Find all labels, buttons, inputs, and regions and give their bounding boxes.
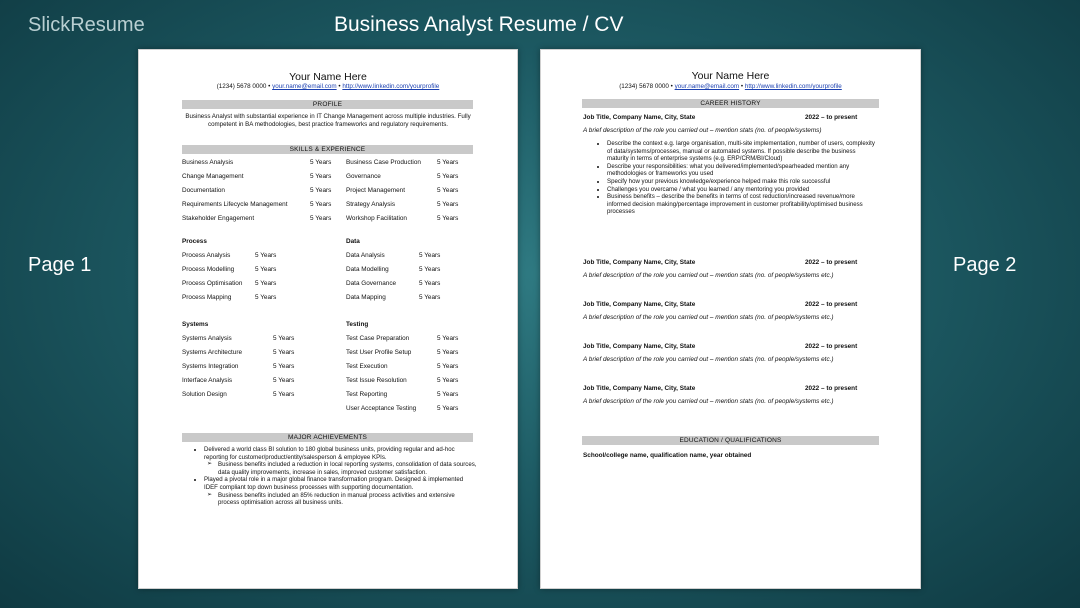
job-1-bullet: • Describe the context e.g. large organisation, multi-site implementation, number of users, complexity of data/systems/processes, manual or automated systems. If possible describe the business maturity in terms of enterprise systems (e.g. ERP/CRM/BI/Cloud)	[607, 140, 875, 163]
job-1-bullet: • Describe your responsibilities: what you delivered/implemented/spearheaded mention any methodologies or frameworks you used	[607, 163, 875, 178]
achievement-2-text: Played a pivotal role in a major global finance transformation program. Designed & implemented IDEF compliant top down business processes with supporting documentation.	[204, 476, 464, 491]
skill-name: Business Analysis	[182, 159, 234, 166]
career-history-heading: CAREER HISTORY	[582, 99, 879, 108]
job-date: 2022 – to present	[805, 343, 858, 350]
achievement-item	[204, 476, 477, 506]
skill-name: Test Reporting	[346, 391, 388, 398]
skill-name: Test Execution	[346, 363, 388, 370]
skill-years: 5 Years	[437, 187, 459, 194]
page-1-label: Page 1	[28, 254, 92, 276]
job-1-title: Job Title, Company Name, City, State	[583, 114, 696, 121]
skill-years: 5 Years	[419, 280, 441, 287]
systems-title: Systems	[182, 321, 209, 328]
job-title: Job Title, Company Name, City, State	[583, 385, 696, 392]
education-heading: EDUCATION / QUALIFICATIONS	[582, 436, 879, 445]
skill-years: 5 Years	[437, 363, 459, 370]
testing-title: Testing	[346, 321, 369, 328]
contact-separator: •	[338, 83, 341, 90]
skill-years: 5 Years	[437, 159, 459, 166]
job-description: A brief description of the role you carried out – mention stats (no. of people/systems etc.)	[583, 272, 834, 279]
achievement-1-text: Delivered a world class BI solution to 180 global business units, providing regular and ad-hoc reporting for customer/product/entity/salesperson & employee KPIs.	[204, 446, 455, 461]
skill-years: 5 Years	[437, 377, 459, 384]
skill-years: 5 Years	[437, 173, 459, 180]
skill-name: Data Modelling	[346, 266, 389, 273]
email-link[interactable]: your.name@email.com	[272, 83, 337, 90]
skill-years: 5 Years	[310, 173, 332, 180]
job-date: 2022 – to present	[805, 259, 858, 266]
job-title: Job Title, Company Name, City, State	[583, 301, 696, 308]
skill-years: 5 Years	[255, 280, 277, 287]
skill-years: 5 Years	[310, 159, 332, 166]
skill-years: 5 Years	[419, 252, 441, 259]
job-date: 2022 – to present	[805, 385, 858, 392]
skill-name: Process Optimisation	[182, 280, 243, 287]
page-2-label: Page 2	[953, 254, 1017, 276]
skill-name: Governance	[346, 173, 381, 180]
skill-years: 5 Years	[273, 391, 295, 398]
brand-logo-text: SlickResume	[28, 14, 145, 36]
job-description: A brief description of the role you carried out – mention stats (no. of people/systems etc.)	[583, 356, 834, 363]
skill-name: Interface Analysis	[182, 377, 233, 384]
skill-years: 5 Years	[437, 391, 459, 398]
skill-name: User Acceptance Testing	[346, 405, 417, 412]
skill-name: Systems Architecture	[182, 349, 243, 356]
skill-name: Change Management	[182, 173, 244, 180]
job-1-date: 2022 – to present	[805, 114, 858, 121]
job-1-bullet: • Business benefits – describe the benefits in terms of cost reduction/increased revenue/more informed decision making/percentage improvement in customer profitability/optimised business processes	[607, 193, 875, 216]
slide-title: Business Analyst Resume / CV	[334, 13, 624, 36]
skill-name: Stakeholder Engagement	[182, 215, 255, 222]
job-1-bullet: • Specify how your previous knowledge/experience helped make this role successful	[607, 178, 875, 186]
skill-years: 5 Years	[273, 363, 295, 370]
linkedin-link[interactable]: http://www.linkedin.com/yourprofile	[744, 83, 842, 90]
job-date: 2022 – to present	[805, 301, 858, 308]
skill-years: 5 Years	[255, 266, 277, 273]
skill-name: Project Management	[346, 187, 405, 194]
skill-years: 5 Years	[310, 215, 332, 222]
job-1-bullets	[597, 140, 875, 216]
phone-number: (1234) 5678 0000 •	[216, 83, 271, 90]
skill-years: 5 Years	[437, 405, 459, 412]
email-link[interactable]: your.name@email.com	[674, 83, 740, 90]
resume-page-2	[540, 49, 921, 589]
skill-years: 5 Years	[437, 215, 459, 222]
skill-name: Workshop Facilitation	[346, 215, 407, 222]
skill-name: Process Mapping	[182, 294, 232, 301]
skill-name: Documentation	[182, 187, 225, 194]
phone-number: (1234) 5678 0000 •	[619, 83, 673, 90]
skill-years: 5 Years	[255, 294, 277, 301]
skill-name: Test User Profile Setup	[346, 349, 412, 356]
job-title: Job Title, Company Name, City, State	[583, 343, 696, 350]
contact-line	[541, 83, 920, 90]
skill-name: Systems Analysis	[182, 335, 232, 342]
data-title: Data	[346, 238, 360, 245]
contact-separator: •	[740, 83, 744, 90]
skill-years: 5 Years	[437, 201, 459, 208]
skill-name: Data Analysis	[346, 252, 385, 259]
skill-years: 5 Years	[310, 201, 332, 208]
skill-years: 5 Years	[419, 294, 441, 301]
linkedin-link[interactable]: http://www.linkedin.com/yourprofile	[342, 83, 440, 90]
profile-heading: PROFILE	[182, 100, 473, 109]
skill-years: 5 Years	[273, 335, 295, 342]
skill-name: Strategy Analysis	[346, 201, 396, 208]
process-title: Process	[182, 238, 207, 245]
job-1-bullet: • Challenges you overcame / what you learned / any mentoring you provided	[607, 186, 875, 194]
contact-line	[139, 83, 517, 90]
skill-years: 5 Years	[273, 349, 295, 356]
skill-years: 5 Years	[437, 349, 459, 356]
skills-heading: SKILLS & EXPERIENCE	[182, 145, 473, 154]
resume-name: Your Name Here	[289, 71, 367, 83]
achievement-1-sub: ➢ Business benefits included a reduction in local reporting systems, consolidation of data sources, data quality improvements, increase in sales, improved customer satisfaction.	[218, 461, 477, 476]
skill-name: Process Analysis	[182, 252, 231, 259]
education-text: School/college name, qualification name, year obtained	[583, 452, 752, 459]
skill-name: Systems Integration	[182, 363, 239, 370]
achievement-item	[204, 446, 477, 476]
skill-name: Test Case Preparation	[346, 335, 410, 342]
skill-name: Business Case Production	[346, 159, 421, 166]
skill-years: 5 Years	[419, 266, 441, 273]
skill-name: Process Modelling	[182, 266, 235, 273]
job-description: A brief description of the role you carried out – mention stats (no. of people/systems etc.)	[583, 398, 834, 405]
profile-text: Business Analyst with substantial experience in IT Change Management across multiple industries. Fully competent in BA methodologies, best practice frameworks and regulatory requirements.	[185, 113, 471, 128]
skill-name: Solution Design	[182, 391, 227, 398]
job-description: A brief description of the role you carried out – mention stats (no. of people/systems etc.)	[583, 314, 834, 321]
job-title: Job Title, Company Name, City, State	[583, 259, 696, 266]
resume-page-1	[138, 49, 518, 589]
achievements-heading: MAJOR ACHIEVEMENTS	[182, 433, 473, 442]
skill-name: Test Issue Resolution	[346, 377, 407, 384]
achievement-2-sub: ➢ Business benefits included an 85% reduction in manual process activities and extensive process optimisation across all business units.	[218, 492, 477, 507]
job-1-description: A brief description of the role you carried out – mention stats (no. of people/systems)	[583, 127, 822, 134]
skill-years: 5 Years	[273, 377, 295, 384]
skill-years: 5 Years	[310, 187, 332, 194]
skill-name: Data Governance	[346, 280, 397, 287]
resume-name: Your Name Here	[691, 70, 770, 82]
skill-years: 5 Years	[437, 335, 459, 342]
skill-years: 5 Years	[255, 252, 277, 259]
achievements-list	[194, 446, 477, 507]
skill-name: Requirements Lifecycle Management	[182, 201, 288, 208]
skill-name: Data Mapping	[346, 294, 386, 301]
